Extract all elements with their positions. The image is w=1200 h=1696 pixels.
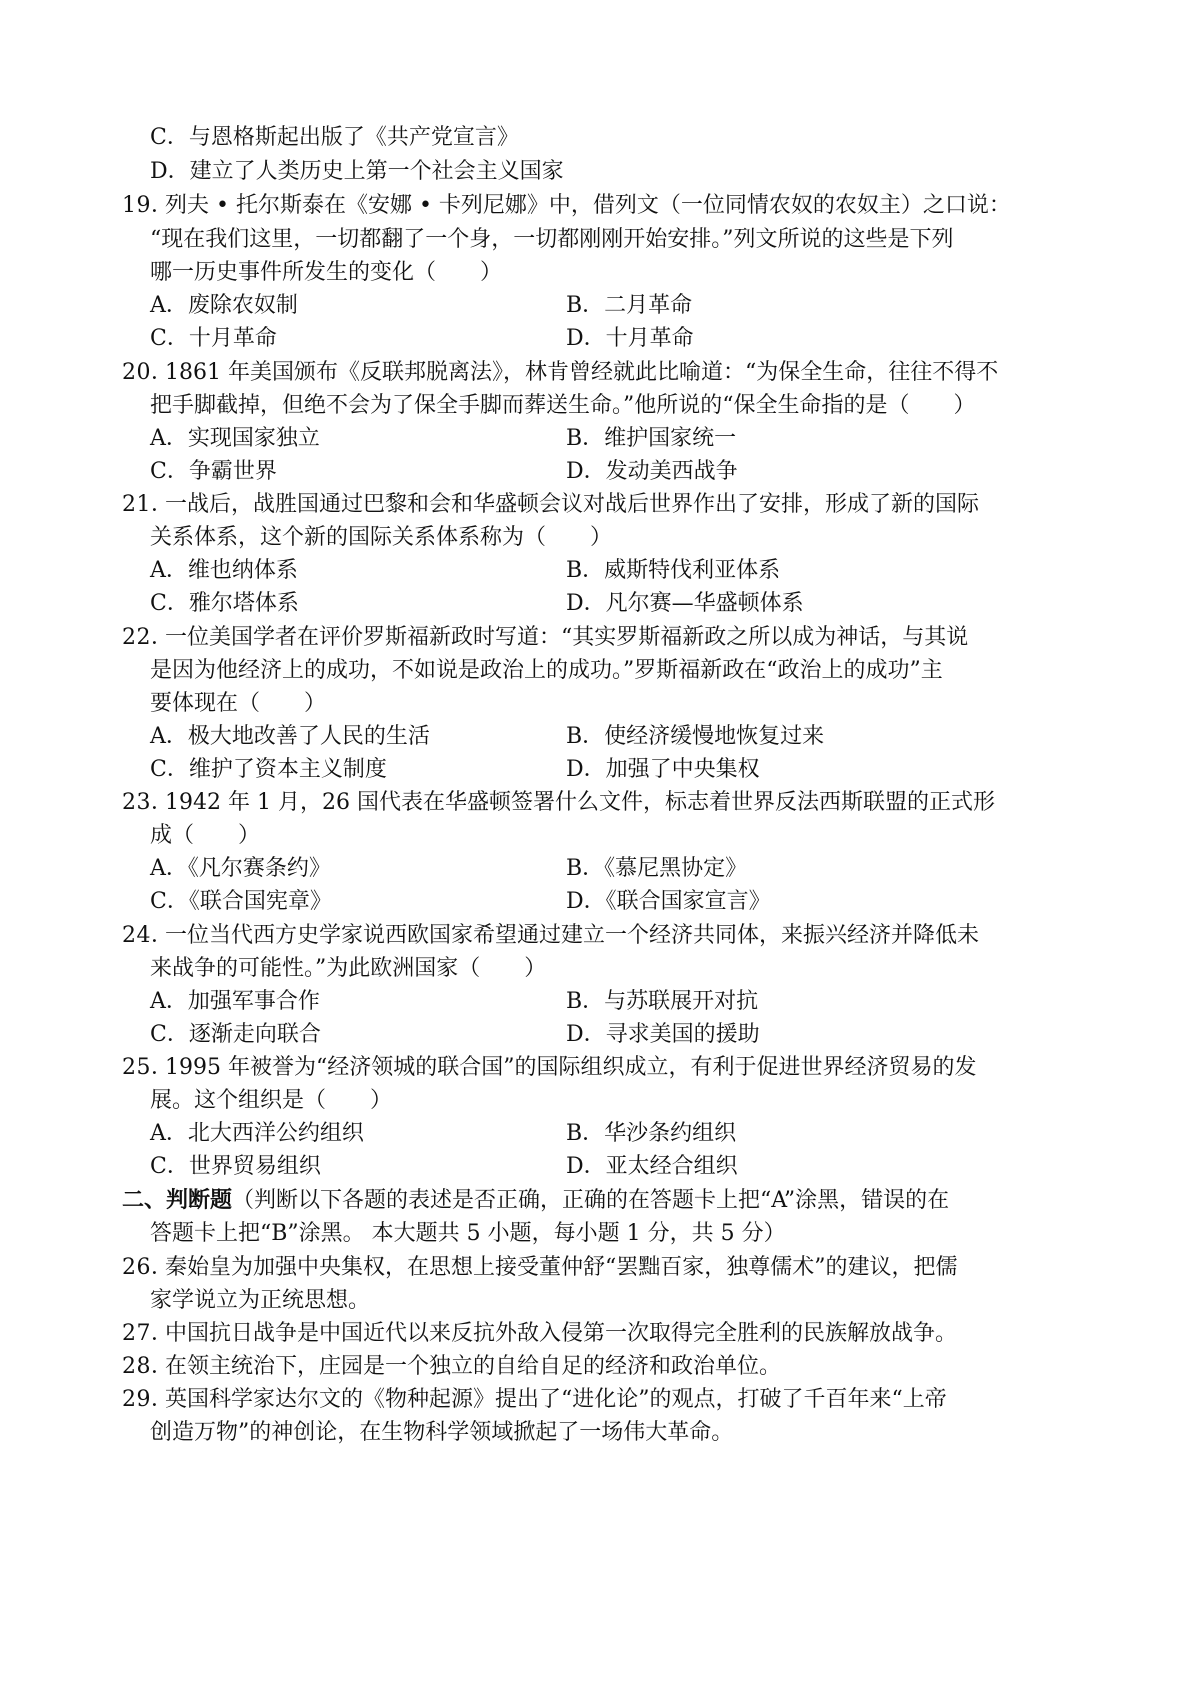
q21-stem-line2: 关系体系，这个新的国际关系体系称为（ ） [150,525,613,550]
q24-option-b: B．与苏联展开对抗 [566,989,759,1014]
q20-stem-line1: 1861 年美国颁布《反联邦脱离法》，林肯曾经就此比喻道：“为保全生命，往往不得不 [165,360,999,385]
q23-option-b: B．《慕尼黑协定》 [566,856,748,881]
q22-stem-line2: 是因为他经济上的成功，不如说是政治上的成功。”罗斯福新政在“政治上的成功”主 [150,658,943,683]
q20-stem-line2: 把手脚截掉，但绝不会为了保全手脚而葬送生命。”他所说的“保全生命指的是（ ） [150,393,976,418]
q22-stem-line3: 要体现在（ ） [150,691,327,716]
q23-number: 23． [122,790,174,815]
q18-option-d: D．建立了人类历史上第一个社会主义国家 [150,159,564,184]
q23-stem-line2: 成（ ） [150,823,261,848]
q21-number: 21． [122,492,174,517]
q25-option-d: D．亚太经合组织 [566,1154,738,1179]
q21-option-c: C．雅尔塔体系 [150,591,299,616]
q19-option-b: B．二月革命 [566,293,693,318]
q29-line1: 英国科学家达尔文的《物种起源》提出了“进化论”的观点，打破了千百年来“上帝 [165,1387,947,1412]
q23-option-c: C．《联合国宪章》 [150,889,332,914]
q19-stem-line1: 列夫 • 托尔斯泰在《安娜 • 卡列尼娜》中，借列文（一位同情农奴的农奴主）之口说： [165,193,1011,218]
q28-number: 28． [122,1354,174,1379]
q24-stem-line1: 一位当代西方史学家说西欧国家希望通过建立一个经济共同体，来振兴经济并降低未 [165,923,980,948]
q26-number: 26． [122,1255,174,1280]
q25-number: 25． [122,1055,174,1080]
q23-option-a: A．《凡尔赛条约》 [150,856,331,881]
q26-line2: 家学说立为正统思想。 [150,1288,371,1313]
q21-stem-line1: 一战后，战胜国通过巴黎和会和华盛顿会议对战后世界作出了安排，形成了新的国际 [165,492,980,517]
q18-option-c: C．与恩格斯起出版了《共产党宣言》 [150,125,519,150]
q20-option-d: D．发动美西战争 [566,459,738,484]
q22-option-c: C．维护了资本主义制度 [150,757,387,782]
q23-option-d: D．《联合国家宣言》 [566,889,771,914]
q29-number: 29． [122,1387,174,1412]
q25-stem-line1: 1995 年被誉为“经济领城的联合国”的国际组织成立，有利于促进世界经济贸易的发 [165,1055,977,1080]
q25-option-a: A．北大西洋公约组织 [150,1121,364,1146]
q22-option-b: B．使经济缓慢地恢复过来 [566,724,825,749]
q19-stem-line2: “现在我们这里，一切都翻了一个身，一切都刚刚开始安排。”列文所说的这些是下列 [150,227,954,252]
q28-line1: 在领主统治下，庄园是一个独立的自给自足的经济和政治单位。 [165,1354,782,1379]
q19-option-d: D．十月革命 [566,326,694,351]
section2-heading [122,1183,949,1219]
q19-stem-line3: 哪一历史事件所发生的变化（ ） [150,260,503,285]
q27-line1: 中国抗日战争是中国近代以来反抗外敌入侵第一次取得完全胜利的民族解放战争。 [165,1321,958,1346]
q21-option-d: D．凡尔赛—华盛顿体系 [566,591,804,616]
q22-number: 22． [122,625,174,650]
q20-option-a: A．实现国家独立 [150,426,320,451]
q24-option-a: A．加强军事合作 [150,989,320,1014]
q20-option-c: C．争霸世界 [150,459,277,484]
q25-stem-line2: 展。这个组织是（ ） [150,1088,393,1113]
q29-line2: 创造万物”的神创论，在生物科学领域掀起了一场伟大革命。 [150,1420,734,1445]
q22-stem-line1: 一位美国学者在评价罗斯福新政时写道：“其实罗斯福新政之所以成为神话，与其说 [165,625,969,650]
q24-option-d: D．寻求美国的援助 [566,1022,760,1047]
q24-stem-line2: 来战争的可能性。”为此欧洲国家（ ） [150,956,547,981]
q19-number: 19． [122,193,174,218]
q27-number: 27． [122,1321,174,1346]
q24-number: 24． [122,923,174,948]
section2-desc-line2: 答题卡上把“B”涂黑。 本大题共 5 小题，每小题 1 分，共 5 分） [150,1221,786,1246]
q21-option-b: B．威斯特伐利亚体系 [566,558,781,583]
section2-title: 二、判断题 [122,1188,233,1213]
q24-option-c: C．逐渐走向联合 [150,1022,321,1047]
q19-option-a: A．废除农奴制 [150,293,298,318]
q25-option-b: B．华沙条约组织 [566,1121,737,1146]
q26-line1: 秦始皇为加强中央集权，在思想上接受董仲舒“罢黜百家，独尊儒术”的建议，把儒 [165,1255,958,1280]
q22-option-a: A．极大地改善了人民的生活 [150,724,430,749]
q20-option-b: B．维护国家统一 [566,426,737,451]
section2-desc-line1: （判断以下各题的表述是否正确，正确的在答题卡上把“A”涂黑，错误的在 [232,1188,950,1213]
q21-option-a: A．维也纳体系 [150,558,298,583]
q23-stem-line1: 1942 年 1 月，26 国代表在华盛顿签署什么文件，标志着世界反法西斯联盟的正式形 [165,790,995,815]
q20-number: 20． [122,360,174,385]
q25-option-c: C．世界贸易组织 [150,1154,321,1179]
q19-option-c: C．十月革命 [150,326,277,351]
q22-option-d: D．加强了中央集权 [566,757,760,782]
